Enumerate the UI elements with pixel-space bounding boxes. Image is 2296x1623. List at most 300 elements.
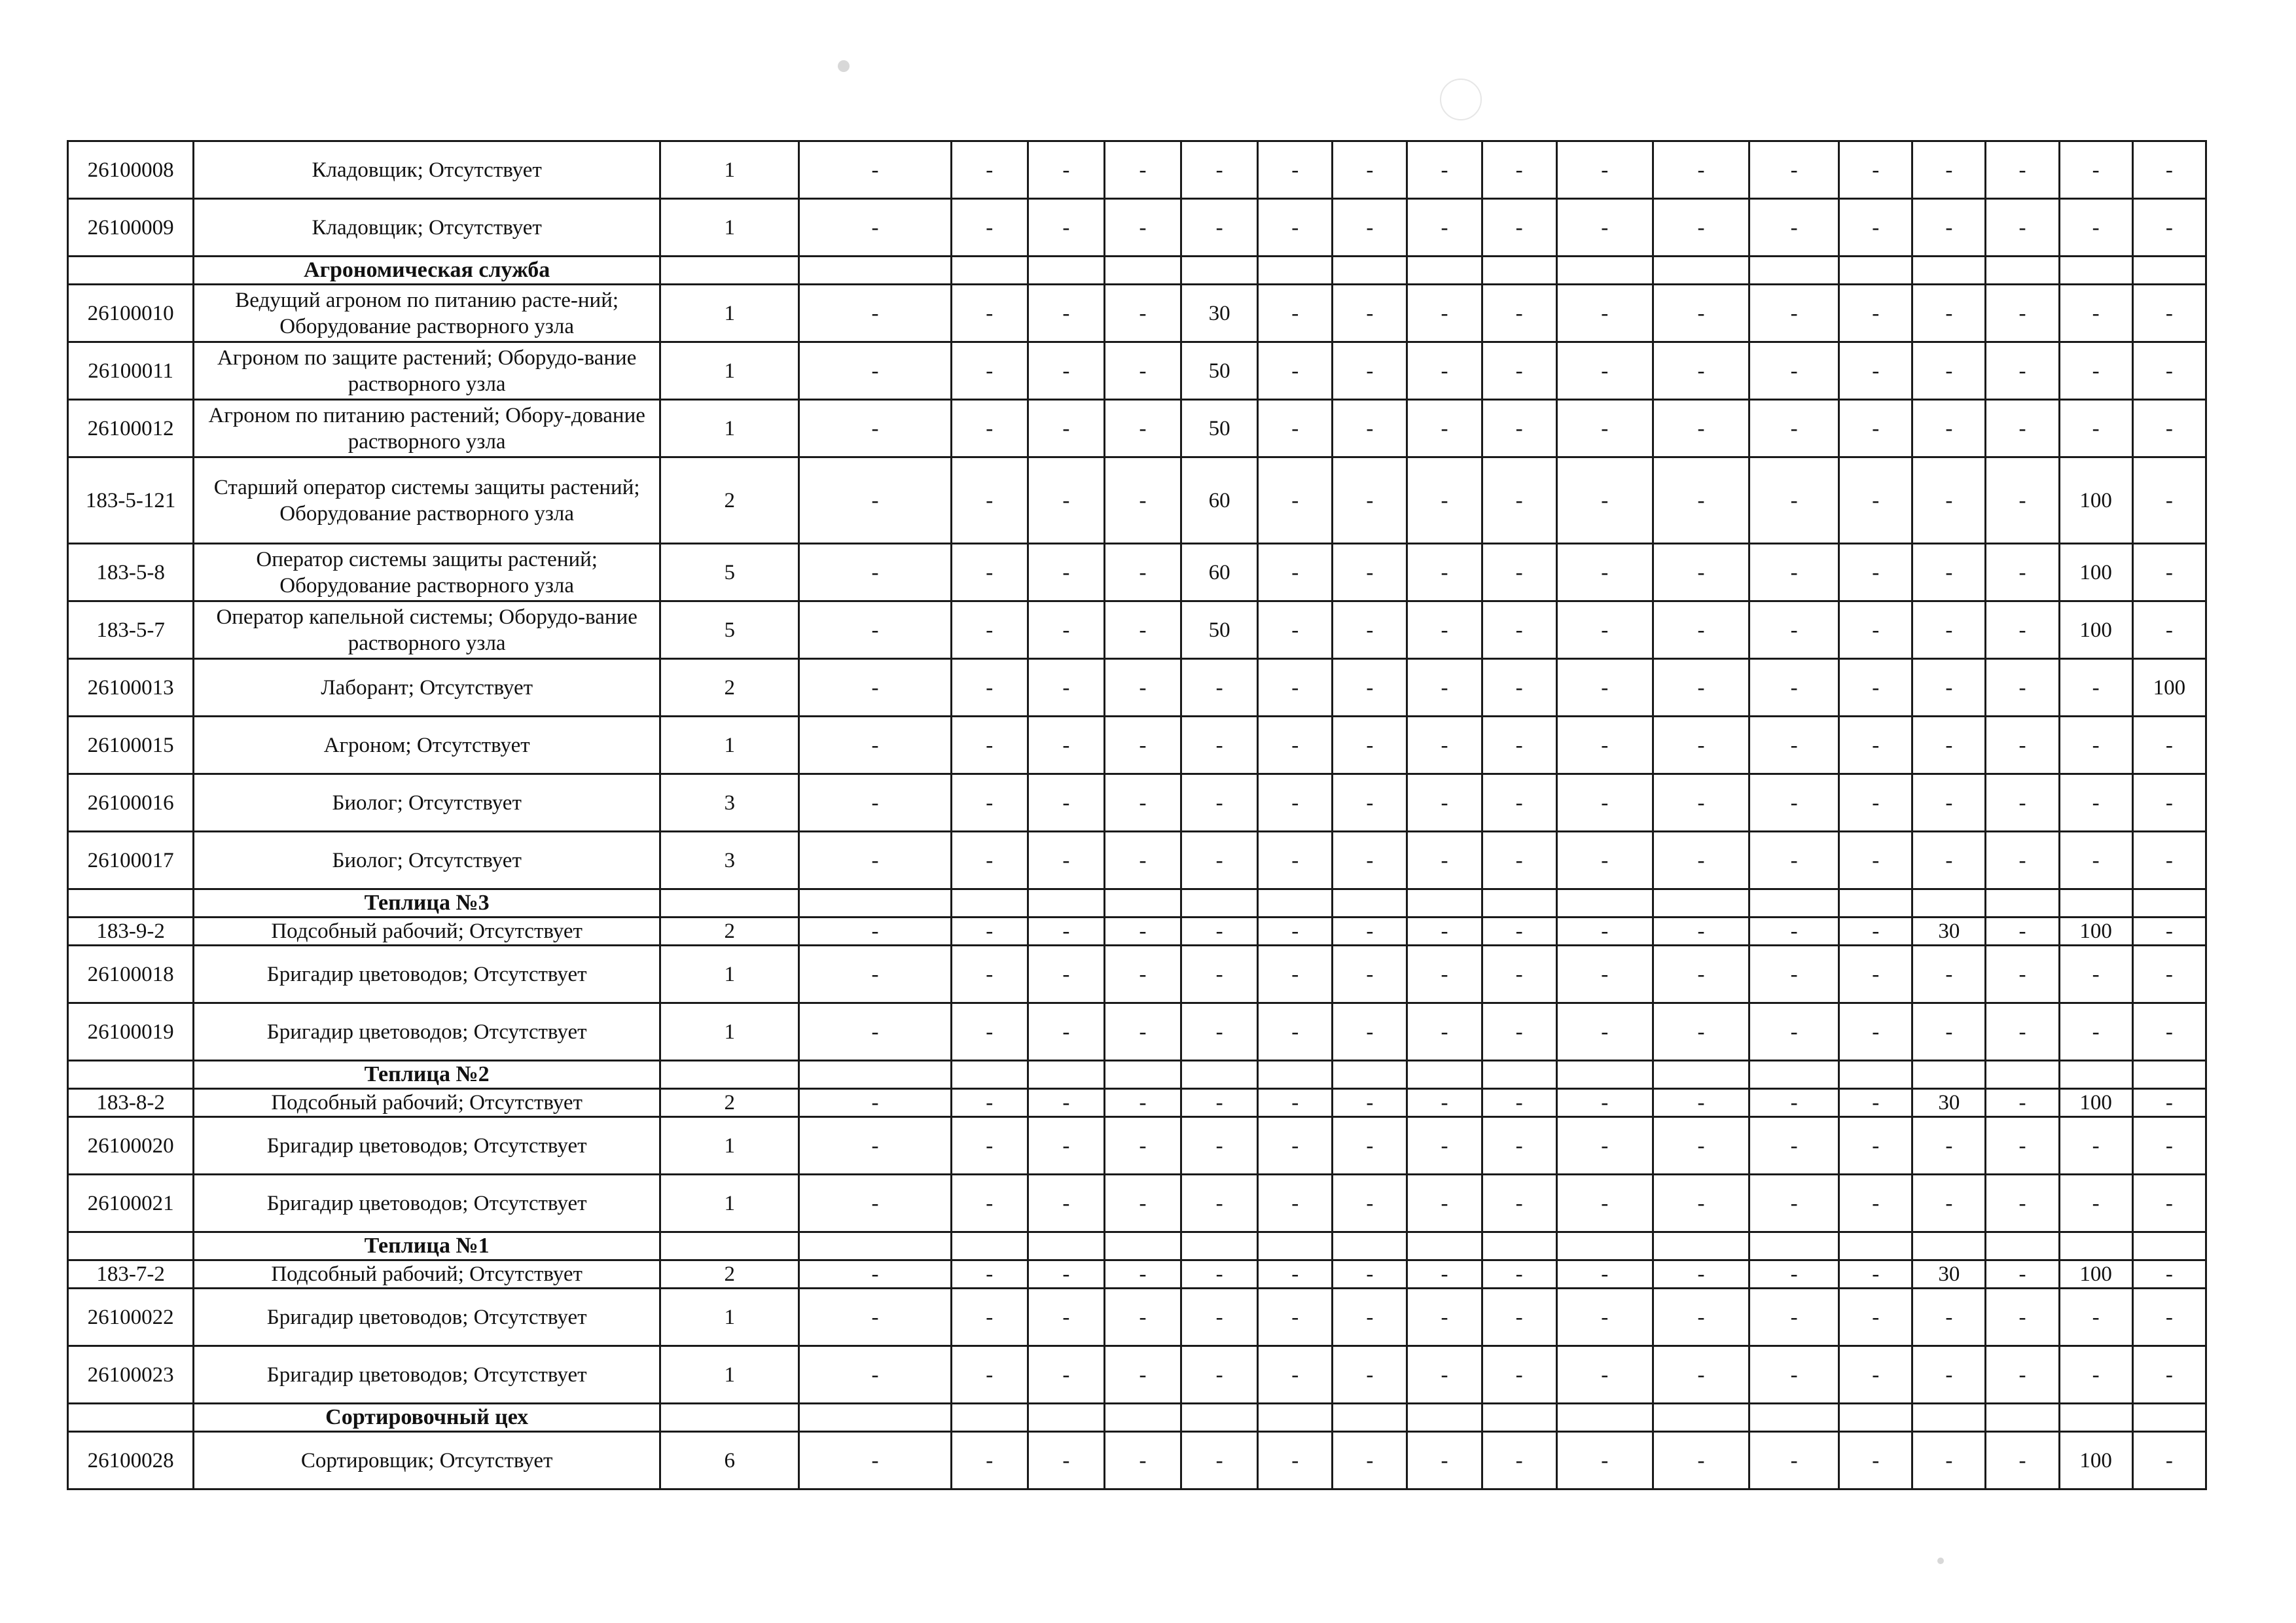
value-cell: - bbox=[1986, 1117, 2059, 1175]
value-cell: - bbox=[1258, 457, 1333, 544]
value-cell: - bbox=[1749, 1346, 1839, 1404]
value-cell: - bbox=[1839, 601, 1912, 659]
value-cell: - bbox=[1839, 1289, 1912, 1346]
value-cell: - bbox=[1028, 1346, 1104, 1404]
value-cell: - bbox=[1556, 1117, 1653, 1175]
value-cell: - bbox=[799, 342, 951, 400]
value-cell: - bbox=[1653, 285, 1749, 342]
empty-cell bbox=[1839, 257, 1912, 285]
value-cell: - bbox=[1104, 1003, 1181, 1061]
empty-cell bbox=[1407, 1404, 1482, 1432]
value-cell: - bbox=[799, 1175, 951, 1232]
value-cell: - bbox=[1912, 285, 1986, 342]
empty-cell bbox=[1839, 1061, 1912, 1089]
scan-speck bbox=[838, 60, 850, 72]
worker-count: 1 bbox=[660, 717, 799, 774]
empty-cell bbox=[799, 1404, 951, 1432]
value-cell: - bbox=[1482, 601, 1556, 659]
value-cell: - bbox=[1839, 141, 1912, 199]
value-cell: - bbox=[1749, 918, 1839, 946]
value-cell: - bbox=[1839, 1117, 1912, 1175]
workplace-code: 26100010 bbox=[68, 285, 194, 342]
value-cell: - bbox=[1839, 659, 1912, 717]
value-cell: - bbox=[799, 1346, 951, 1404]
empty-cell bbox=[660, 1061, 799, 1089]
value-cell: - bbox=[2059, 285, 2132, 342]
position-name: Агроном; Отсутствует bbox=[194, 717, 660, 774]
value-cell: - bbox=[1839, 774, 1912, 832]
value-cell: - bbox=[1407, 141, 1482, 199]
value-cell: - bbox=[1653, 141, 1749, 199]
value-cell: - bbox=[1986, 659, 2059, 717]
value-cell: - bbox=[799, 659, 951, 717]
value-cell: - bbox=[951, 342, 1028, 400]
table-row bbox=[68, 946, 2206, 1003]
value-cell: - bbox=[2132, 1260, 2206, 1289]
value-cell: - bbox=[1028, 457, 1104, 544]
table-row bbox=[68, 1003, 2206, 1061]
empty-cell bbox=[1104, 1404, 1181, 1432]
worker-count: 1 bbox=[660, 1346, 799, 1404]
workplace-code: 26100017 bbox=[68, 832, 194, 889]
value-cell: - bbox=[1104, 400, 1181, 457]
worker-count: 5 bbox=[660, 544, 799, 601]
value-cell: - bbox=[1028, 659, 1104, 717]
value-cell: - bbox=[951, 1260, 1028, 1289]
value-cell: - bbox=[1258, 1003, 1333, 1061]
workplace-code: 26100015 bbox=[68, 717, 194, 774]
value-cell: - bbox=[1258, 946, 1333, 1003]
value-cell: - bbox=[1028, 918, 1104, 946]
empty-cell bbox=[1181, 257, 1258, 285]
value-cell: 50 bbox=[1181, 342, 1258, 400]
value-cell: - bbox=[951, 601, 1028, 659]
empty-cell bbox=[1258, 1404, 1333, 1432]
value-cell: - bbox=[1181, 199, 1258, 257]
value-cell: - bbox=[1912, 141, 1986, 199]
value-cell: - bbox=[1839, 946, 1912, 1003]
value-cell: - bbox=[951, 946, 1028, 1003]
workplace-code: 26100011 bbox=[68, 342, 194, 400]
value-cell: - bbox=[2132, 1346, 2206, 1404]
value-cell: - bbox=[1986, 1260, 2059, 1289]
value-cell: - bbox=[1104, 659, 1181, 717]
value-cell: - bbox=[2132, 774, 2206, 832]
position-name: Сортировщик; Отсутствует bbox=[194, 1432, 660, 1489]
value-cell: - bbox=[1912, 717, 1986, 774]
value-cell: - bbox=[2132, 544, 2206, 601]
empty-cell bbox=[1986, 1061, 2059, 1089]
value-cell: - bbox=[1556, 946, 1653, 1003]
empty-cell bbox=[1912, 1061, 1986, 1089]
value-cell: - bbox=[1653, 1289, 1749, 1346]
value-cell: - bbox=[1333, 342, 1407, 400]
value-cell: - bbox=[2132, 601, 2206, 659]
position-name: Биолог; Отсутствует bbox=[194, 774, 660, 832]
value-cell: - bbox=[1986, 285, 2059, 342]
value-cell: - bbox=[1749, 946, 1839, 1003]
empty-cell bbox=[1986, 1232, 2059, 1260]
workplace-code: 26100023 bbox=[68, 1346, 194, 1404]
value-cell: - bbox=[1482, 1089, 1556, 1117]
worker-count: 2 bbox=[660, 457, 799, 544]
value-cell: - bbox=[1912, 946, 1986, 1003]
value-cell: - bbox=[1333, 1289, 1407, 1346]
value-cell: - bbox=[1407, 1346, 1482, 1404]
value-cell: - bbox=[1653, 544, 1749, 601]
value-cell: - bbox=[1028, 946, 1104, 1003]
value-cell: - bbox=[1258, 1289, 1333, 1346]
value-cell: - bbox=[951, 141, 1028, 199]
value-cell: - bbox=[1333, 457, 1407, 544]
value-cell: - bbox=[1839, 918, 1912, 946]
workplace-code: 26100012 bbox=[68, 400, 194, 457]
table-row bbox=[68, 918, 2206, 946]
workplace-code: 183-9-2 bbox=[68, 918, 194, 946]
empty-cell bbox=[1482, 889, 1556, 918]
value-cell: - bbox=[1749, 199, 1839, 257]
value-cell: - bbox=[799, 141, 951, 199]
value-cell: - bbox=[951, 400, 1028, 457]
value-cell: - bbox=[2059, 1117, 2132, 1175]
value-cell: - bbox=[1258, 1432, 1333, 1489]
value-cell: - bbox=[1407, 1089, 1482, 1117]
scan-speck bbox=[1440, 79, 1482, 120]
empty-cell bbox=[2132, 257, 2206, 285]
empty-cell bbox=[2132, 889, 2206, 918]
value-cell: - bbox=[1749, 832, 1839, 889]
empty-cell bbox=[1653, 1061, 1749, 1089]
value-cell: - bbox=[1258, 717, 1333, 774]
value-cell: - bbox=[2059, 1003, 2132, 1061]
position-name: Бригадир цветоводов; Отсутствует bbox=[194, 1175, 660, 1232]
value-cell: - bbox=[1333, 832, 1407, 889]
value-cell: - bbox=[1482, 544, 1556, 601]
worker-count: 1 bbox=[660, 1117, 799, 1175]
value-cell: - bbox=[1407, 659, 1482, 717]
value-cell: - bbox=[1104, 285, 1181, 342]
value-cell: - bbox=[1986, 774, 2059, 832]
position-name: Агроном по питанию растений; Обору-дование растворного узла bbox=[194, 400, 660, 457]
value-cell: - bbox=[1986, 1289, 2059, 1346]
value-cell: - bbox=[1482, 774, 1556, 832]
value-cell: - bbox=[1749, 1289, 1839, 1346]
empty-cell bbox=[1028, 1404, 1104, 1432]
value-cell: - bbox=[1556, 1260, 1653, 1289]
table-row bbox=[68, 199, 2206, 257]
value-cell: - bbox=[1749, 285, 1839, 342]
value-cell: - bbox=[799, 1432, 951, 1489]
value-cell: - bbox=[1556, 141, 1653, 199]
value-cell: - bbox=[2132, 1432, 2206, 1489]
workplace-code: 26100020 bbox=[68, 1117, 194, 1175]
worker-count: 1 bbox=[660, 946, 799, 1003]
value-cell: - bbox=[1482, 1117, 1556, 1175]
section-row bbox=[68, 1404, 2206, 1432]
workplace-code: 26100016 bbox=[68, 774, 194, 832]
section-row bbox=[68, 889, 2206, 918]
empty-cell bbox=[1653, 1232, 1749, 1260]
position-name: Подсобный рабочий; Отсутствует bbox=[194, 1260, 660, 1289]
empty-cell bbox=[1333, 257, 1407, 285]
workplace-code: 183-8-2 bbox=[68, 1089, 194, 1117]
value-cell: 100 bbox=[2059, 918, 2132, 946]
value-cell: - bbox=[1333, 141, 1407, 199]
value-cell: - bbox=[1912, 659, 1986, 717]
value-cell: - bbox=[951, 1289, 1028, 1346]
value-cell: - bbox=[1912, 1289, 1986, 1346]
empty-cell bbox=[951, 1404, 1028, 1432]
empty-cell bbox=[1028, 257, 1104, 285]
value-cell: - bbox=[2059, 1346, 2132, 1404]
value-cell: - bbox=[1407, 1432, 1482, 1489]
value-cell: - bbox=[1749, 659, 1839, 717]
value-cell: - bbox=[1104, 918, 1181, 946]
value-cell: - bbox=[1482, 342, 1556, 400]
value-cell: - bbox=[951, 832, 1028, 889]
value-cell: - bbox=[1333, 601, 1407, 659]
value-cell: - bbox=[1556, 457, 1653, 544]
value-cell: - bbox=[951, 544, 1028, 601]
value-cell: - bbox=[1333, 659, 1407, 717]
table-row bbox=[68, 601, 2206, 659]
table-row bbox=[68, 1432, 2206, 1489]
position-name: Бригадир цветоводов; Отсутствует bbox=[194, 946, 660, 1003]
worker-count: 1 bbox=[660, 141, 799, 199]
empty-cell bbox=[799, 1061, 951, 1089]
empty-cell bbox=[660, 889, 799, 918]
empty-cell bbox=[1749, 1404, 1839, 1432]
value-cell: - bbox=[1749, 1260, 1839, 1289]
value-cell: 50 bbox=[1181, 601, 1258, 659]
value-cell: - bbox=[1333, 717, 1407, 774]
value-cell: - bbox=[1258, 659, 1333, 717]
value-cell: - bbox=[1653, 946, 1749, 1003]
value-cell: - bbox=[2132, 1089, 2206, 1117]
value-cell: - bbox=[1028, 141, 1104, 199]
value-cell: - bbox=[1839, 457, 1912, 544]
empty-cell bbox=[799, 1232, 951, 1260]
value-cell: - bbox=[1986, 544, 2059, 601]
worker-count: 1 bbox=[660, 1003, 799, 1061]
value-cell: - bbox=[1407, 601, 1482, 659]
value-cell: - bbox=[2132, 832, 2206, 889]
value-cell: - bbox=[1181, 832, 1258, 889]
value-cell: - bbox=[1333, 1089, 1407, 1117]
value-cell: - bbox=[1556, 832, 1653, 889]
value-cell: - bbox=[1482, 832, 1556, 889]
value-cell: - bbox=[1653, 659, 1749, 717]
value-cell: - bbox=[1653, 1432, 1749, 1489]
value-cell: - bbox=[2132, 717, 2206, 774]
empty-cell bbox=[1104, 889, 1181, 918]
empty-cell bbox=[1104, 1061, 1181, 1089]
value-cell: - bbox=[2059, 774, 2132, 832]
value-cell: - bbox=[1181, 1289, 1258, 1346]
value-cell: - bbox=[1986, 601, 2059, 659]
value-cell: - bbox=[1028, 199, 1104, 257]
value-cell: - bbox=[1556, 774, 1653, 832]
value-cell: - bbox=[2132, 141, 2206, 199]
value-cell: - bbox=[1986, 1432, 2059, 1489]
value-cell: - bbox=[1028, 544, 1104, 601]
empty-cell bbox=[1333, 1404, 1407, 1432]
worker-count: 1 bbox=[660, 342, 799, 400]
value-cell: - bbox=[951, 1117, 1028, 1175]
worker-count: 3 bbox=[660, 774, 799, 832]
scan-speck bbox=[1937, 1558, 1944, 1564]
position-name: Ведущий агроном по питанию расте-ний; Оборудование растворного узла bbox=[194, 285, 660, 342]
value-cell: - bbox=[799, 918, 951, 946]
section-title: Теплица №1 bbox=[194, 1232, 660, 1260]
value-cell: - bbox=[951, 918, 1028, 946]
value-cell: - bbox=[1839, 1003, 1912, 1061]
value-cell: - bbox=[1181, 659, 1258, 717]
value-cell: - bbox=[1912, 400, 1986, 457]
empty-cell bbox=[1556, 889, 1653, 918]
value-cell: - bbox=[1912, 1346, 1986, 1404]
empty-cell bbox=[1653, 889, 1749, 918]
position-name: Агроном по защите растений; Оборудо-вание растворного узла bbox=[194, 342, 660, 400]
value-cell: - bbox=[1258, 1117, 1333, 1175]
value-cell: - bbox=[1482, 457, 1556, 544]
value-cell: - bbox=[951, 1089, 1028, 1117]
value-cell: - bbox=[1407, 544, 1482, 601]
value-cell: - bbox=[1333, 285, 1407, 342]
empty-cell bbox=[1482, 1061, 1556, 1089]
value-cell: - bbox=[1333, 1175, 1407, 1232]
value-cell: - bbox=[1181, 946, 1258, 1003]
value-cell: - bbox=[1258, 342, 1333, 400]
value-cell: - bbox=[1749, 457, 1839, 544]
empty-cell bbox=[1986, 1404, 2059, 1432]
section-title: Агрономическая служба bbox=[194, 257, 660, 285]
empty-cell bbox=[1912, 889, 1986, 918]
value-cell: - bbox=[1333, 400, 1407, 457]
value-cell: - bbox=[1839, 1346, 1912, 1404]
empty-cell bbox=[1482, 1232, 1556, 1260]
empty-cell bbox=[1407, 257, 1482, 285]
value-cell: - bbox=[799, 544, 951, 601]
worker-count: 3 bbox=[660, 832, 799, 889]
value-cell: - bbox=[1482, 1260, 1556, 1289]
empty-cell bbox=[951, 1232, 1028, 1260]
workplace-code: 26100021 bbox=[68, 1175, 194, 1232]
value-cell: - bbox=[1104, 457, 1181, 544]
workplace-code: 183-5-7 bbox=[68, 601, 194, 659]
value-cell: - bbox=[1986, 918, 2059, 946]
value-cell: - bbox=[1028, 1175, 1104, 1232]
empty-cell bbox=[1912, 257, 1986, 285]
value-cell: - bbox=[1104, 1260, 1181, 1289]
value-cell: - bbox=[1653, 1117, 1749, 1175]
value-cell: - bbox=[1482, 1003, 1556, 1061]
value-cell: - bbox=[1912, 457, 1986, 544]
section-title: Сортировочный цех bbox=[194, 1404, 660, 1432]
section-blank-cell bbox=[68, 1061, 194, 1089]
value-cell: - bbox=[1912, 1117, 1986, 1175]
value-cell: - bbox=[1912, 601, 1986, 659]
value-cell: - bbox=[1653, 199, 1749, 257]
empty-cell bbox=[660, 1404, 799, 1432]
value-cell: - bbox=[1653, 601, 1749, 659]
value-cell: - bbox=[1104, 774, 1181, 832]
value-cell: - bbox=[1104, 342, 1181, 400]
table-row bbox=[68, 285, 2206, 342]
table-row bbox=[68, 400, 2206, 457]
value-cell: - bbox=[1482, 1289, 1556, 1346]
value-cell: - bbox=[1482, 946, 1556, 1003]
empty-cell bbox=[1333, 889, 1407, 918]
value-cell: - bbox=[1181, 141, 1258, 199]
value-cell: - bbox=[1407, 1260, 1482, 1289]
value-cell: - bbox=[1028, 1003, 1104, 1061]
empty-cell bbox=[2132, 1232, 2206, 1260]
value-cell: - bbox=[1653, 457, 1749, 544]
value-cell: - bbox=[1028, 1289, 1104, 1346]
value-cell: - bbox=[1181, 1003, 1258, 1061]
value-cell: - bbox=[1556, 1175, 1653, 1232]
worker-count: 2 bbox=[660, 918, 799, 946]
worker-count: 1 bbox=[660, 1175, 799, 1232]
value-cell: - bbox=[1258, 774, 1333, 832]
value-cell: - bbox=[1749, 1003, 1839, 1061]
value-cell: - bbox=[1333, 1260, 1407, 1289]
empty-cell bbox=[660, 257, 799, 285]
worker-count: 2 bbox=[660, 1260, 799, 1289]
value-cell: - bbox=[2059, 659, 2132, 717]
empty-cell bbox=[1556, 1404, 1653, 1432]
value-cell: - bbox=[1407, 946, 1482, 1003]
table-row bbox=[68, 1117, 2206, 1175]
value-cell: - bbox=[1104, 141, 1181, 199]
empty-cell bbox=[951, 257, 1028, 285]
value-cell: - bbox=[1181, 1346, 1258, 1404]
value-cell: - bbox=[1749, 342, 1839, 400]
value-cell: - bbox=[1556, 1432, 1653, 1489]
value-cell: - bbox=[951, 1175, 1028, 1232]
section-row bbox=[68, 1061, 2206, 1089]
value-cell: - bbox=[2059, 946, 2132, 1003]
value-cell: - bbox=[1986, 141, 2059, 199]
empty-cell bbox=[1407, 889, 1482, 918]
value-cell: - bbox=[1986, 1175, 2059, 1232]
value-cell: - bbox=[1653, 1003, 1749, 1061]
empty-cell bbox=[1912, 1404, 1986, 1432]
worker-count: 1 bbox=[660, 285, 799, 342]
value-cell: - bbox=[1986, 1346, 2059, 1404]
value-cell: - bbox=[951, 285, 1028, 342]
position-name: Старший оператор системы защиты растений; Оборудование растворного узла bbox=[194, 457, 660, 544]
workplace-code: 26100018 bbox=[68, 946, 194, 1003]
empty-cell bbox=[1482, 1404, 1556, 1432]
value-cell: - bbox=[1653, 717, 1749, 774]
empty-cell bbox=[1258, 1232, 1333, 1260]
position-name: Оператор капельной системы; Оборудо-вание растворного узла bbox=[194, 601, 660, 659]
value-cell: - bbox=[1482, 1175, 1556, 1232]
value-cell: - bbox=[1749, 1432, 1839, 1489]
worker-count: 2 bbox=[660, 659, 799, 717]
workplace-code: 26100009 bbox=[68, 199, 194, 257]
empty-cell bbox=[951, 1061, 1028, 1089]
value-cell: - bbox=[1104, 544, 1181, 601]
value-cell: - bbox=[1258, 601, 1333, 659]
value-cell: - bbox=[2132, 1175, 2206, 1232]
empty-cell bbox=[1482, 257, 1556, 285]
value-cell: - bbox=[1104, 1117, 1181, 1175]
value-cell: - bbox=[1258, 1260, 1333, 1289]
value-cell: - bbox=[1986, 199, 2059, 257]
